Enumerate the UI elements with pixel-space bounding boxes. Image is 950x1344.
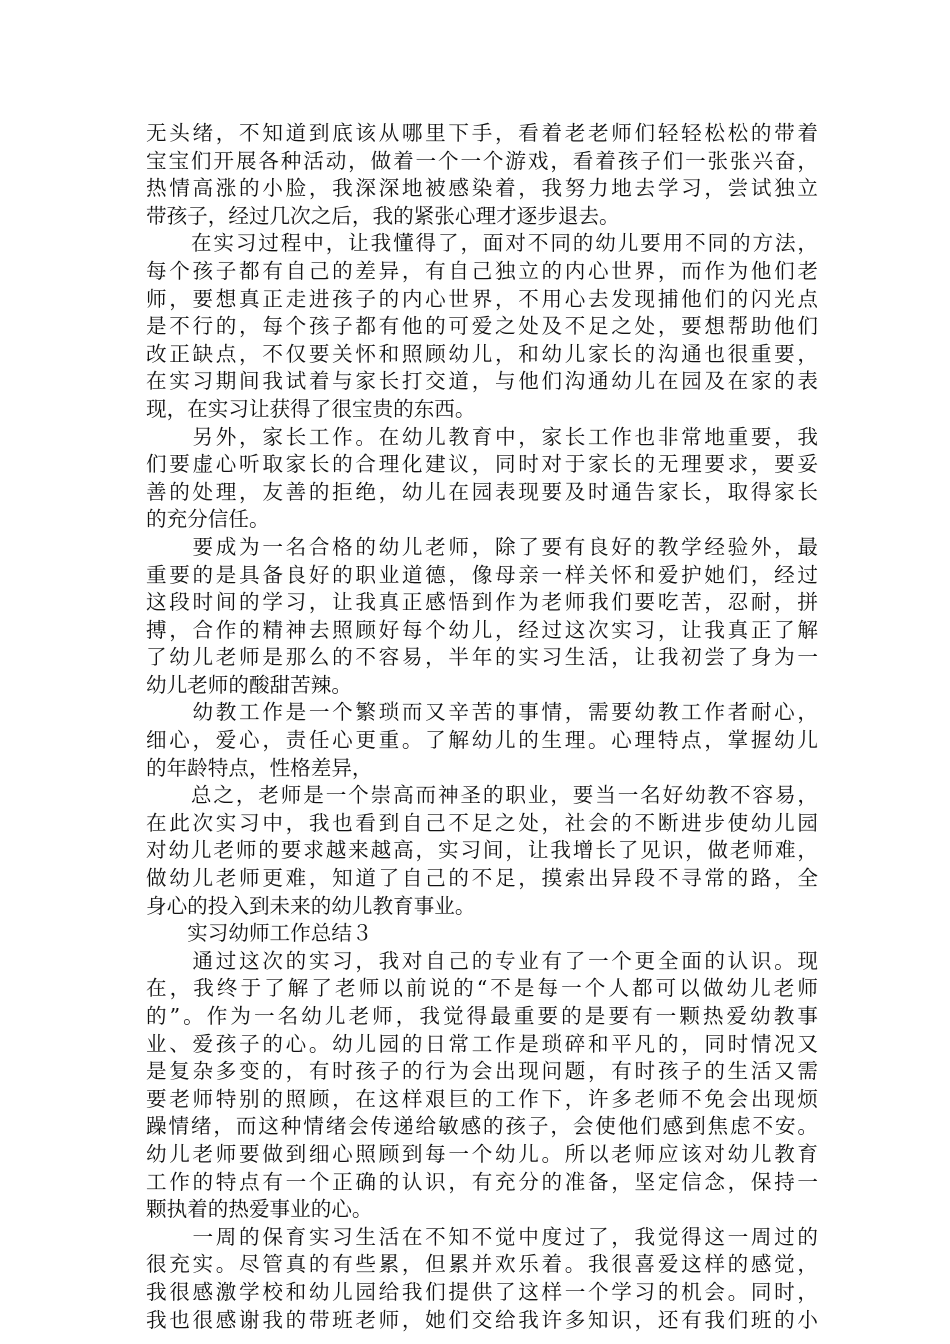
text-line: 在实习过程中，让我懂得了，面对不同的幼儿要用不同的方法， xyxy=(146,231,818,256)
text-line: 在实习期间我试着与家长打交道，与他们沟通幼儿在园及在家的表 xyxy=(146,369,818,394)
text-line: 做幼儿老师更难，知道了自己的不足，摸索出异段不寻常的路，全 xyxy=(146,866,818,891)
text-line: 通过这次的实习，我对自己的专业有了一个更全面的认识。现 xyxy=(146,948,818,973)
text-line: 宝宝们开展各种活动，做着一个一个游戏，看着孩子们一张张兴奋， xyxy=(146,148,818,173)
text-line: 业、爱孩子的心。幼儿园的日常工作是琐碎和平凡的，同时情况又 xyxy=(146,1031,818,1056)
text-line: 很充实。尽管真的有些累，但累并欢乐着。我很喜爱这样的感觉， xyxy=(146,1252,818,1277)
text-line: 躁情绪，而这种情绪会传递给敏感的孩子，会使他们感到焦虑不安。 xyxy=(146,1114,818,1139)
text-line: 的年龄特点，性格差异， xyxy=(146,755,373,780)
text-line: 细心，爱心，责任心更重。了解幼儿的生理。心理特点，掌握幼儿 xyxy=(146,728,818,753)
text-line: 们要虚心听取家长的合理化建议，同时对于家长的无理要求，要妥 xyxy=(146,452,818,477)
text-line: 热情高涨的小脸，我深深地被感染着，我努力地去学习，尝试独立 xyxy=(146,176,818,201)
text-line: 的充分信任。 xyxy=(146,507,270,532)
text-line: 是不行的，每个孩子都有他的可爱之处及不足之处，要想帮助他们 xyxy=(146,314,818,339)
text-line: 改正缺点，不仅要关怀和照顾幼儿，和幼儿家长的沟通也很重要， xyxy=(146,341,818,366)
text-line: 在，我终于了解了老师以前说的“不是每一个人都可以做幼儿老师 xyxy=(146,976,818,1001)
text-line: 幼儿老师的酸甜苦辣。 xyxy=(146,672,352,697)
text-line: 这段时间的学习，让我真正感悟到作为老师我们要吃苦，忍耐，拼 xyxy=(146,590,818,615)
text-line: 对幼儿老师的要求越来越高，实习间，让我增长了见识，做老师难， xyxy=(146,838,818,863)
text-line: 颗执着的热爱事业的心。 xyxy=(146,1197,373,1222)
text-line: 身心的投入到未来的幼儿教育事业。 xyxy=(146,893,476,918)
text-line: 每个孩子都有自己的差异，有自己独立的内心世界，而作为他们老 xyxy=(146,258,818,283)
text-line: 工作的特点有一个正确的认识，有充分的准备，坚定信念，保持一 xyxy=(146,1169,818,1194)
body-text xyxy=(146,120,818,1334)
text-line: 我也很感谢我的带班老师，她们交给我许多知识，还有我们班的小 xyxy=(146,1307,818,1332)
text-line: 要成为一名合格的幼儿老师，除了要有良好的教学经验外，最 xyxy=(146,534,818,559)
text-line: 在此次实习中，我也看到自己不足之处，社会的不断进步使幼儿园 xyxy=(146,810,818,835)
text-line: 幼儿老师要做到细心照顾到每一个幼儿。所以老师应该对幼儿教育 xyxy=(146,1141,818,1166)
text-line: 我很感激学校和幼儿园给我们提供了这样一个学习的机会。同时， xyxy=(146,1279,818,1304)
text-line: 师，要想真正走进孩子的内心世界，不用心去发现捕他们的闪光点 xyxy=(146,286,818,311)
text-line: 总之，老师是一个崇高而神圣的职业，要当一名好幼教不容易， xyxy=(146,783,818,808)
text-line: 重要的是具备良好的职业道德，像母亲一样关怀和爱护她们，经过 xyxy=(146,562,818,587)
text-line: 一周的保育实习生活在不知不觉中度过了，我觉得这一周过的 xyxy=(146,1224,818,1249)
section-heading: 实习幼师工作总结３ xyxy=(146,921,373,946)
text-line: 善的处理，友善的拒绝，幼儿在园表现要及时通告家长，取得家长 xyxy=(146,479,818,504)
text-line: 幼教工作是一个繁琐而又辛苦的事情，需要幼教工作者耐心， xyxy=(146,700,818,725)
text-line: 带孩子，经过几次之后，我的紧张心理才逐步退去。 xyxy=(146,203,620,228)
text-line: 现，在实习让获得了很宝贵的东西。 xyxy=(146,396,476,421)
text-line: 是复杂多变的，有时孩子的行为会出现问题，有时孩子的生活又需 xyxy=(146,1059,818,1084)
text-line: 搏，合作的精神去照顾好每个幼儿，经过这次实习，让我真正了解 xyxy=(146,617,818,642)
text-line: 另外，家长工作。在幼儿教育中，家长工作也非常地重要，我 xyxy=(146,424,818,449)
text-line: 无头绪，不知道到底该从哪里下手，看着老老师们轻轻松松的带着 xyxy=(146,121,818,145)
text-line: 要老师特别的照顾，在这样艰巨的工作下，许多老师不免会出现烦 xyxy=(146,1086,818,1111)
text-line: 的”。作为一名幼儿老师，我觉得最重要的是要有一颗热爱幼教事 xyxy=(146,1004,818,1028)
text-line: 了幼儿老师是那么的不容易，半年的实习生活，让我初尝了身为一 xyxy=(146,645,818,670)
